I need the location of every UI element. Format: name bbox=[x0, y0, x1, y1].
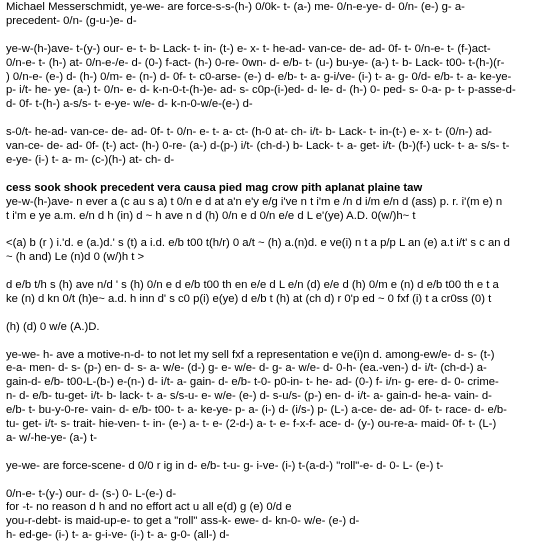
text-line: you-r-debt- is maid-up-e- to get a "roll" ass-k- ewe- d- kn-0- w/e- (e-) d- bbox=[6, 515, 360, 528]
text-line: gain-d- e/b- t00-L-(b-) e-(n-) d- i/t- a- gain- d- e/b- t-0- p0-in- t- he- ad- (0-) f- i/n- g- ere- d- 0- crime- bbox=[6, 376, 499, 389]
text-line: e-a- men- d- s- (p-) en- d- s- a- w/e- (d-) g- e- w/e- d- g- a- w/e- d- 0-h- (ea.-ven-) d- i/t- (ch-d-) a- bbox=[6, 362, 487, 375]
text-line: e-ye- (i-) t- a- m- (c-)(h-) at- ch- d- bbox=[6, 153, 175, 166]
text-line: (h) (d) 0 w/e (A.)D. bbox=[6, 320, 100, 333]
text-line: n- d- e/b- tu-get- i/t- b- lack- t- a- s/s-u- e- w/e- (e-) d- s-u/s- (p-) en- d- i/t- a- gain-d- he-a- vain- d- bbox=[6, 390, 492, 403]
document-page bbox=[6, 1, 543, 543]
paragraph bbox=[6, 196, 543, 224]
text-line: 0/n-e- t- (h-) at- 0/n-e-/e- d- (0-) f-act- (h-) 0-re- 0wn- d- e/b- t- (u-) bu-ye- (a-) t- b- Lack- t00- t-(h-)(r- bbox=[6, 56, 505, 69]
text-line: a- w/-he-ye- (a-) t- bbox=[6, 431, 98, 444]
text-line: d e/b t/h s (h) ave n/d ' s (h) 0/n e d e/b t00 th en e/e d L e/n (d) e/e d (h) 0/m e (n) d e/b t00 th e t a bbox=[6, 279, 499, 292]
paragraph bbox=[6, 1, 543, 29]
text-line: ye-w-(h-)ave- t-(y-) our- e- t- b- Lack- t- in- (t-) e- x- t- he-ad- van-ce- de- ad- 0f- t- 0/n-e- t- (f-)act- bbox=[6, 42, 491, 55]
text-line: t i'm e ye a.m. e/n d h (in) d ~ h ave n d (h) 0/n e d 0/n e/e d L e'(ye) A.D. 0(w/)h~ t bbox=[6, 209, 416, 222]
text-line: cess sook shook precedent vera causa pied mag crow pith aplanat plaine taw bbox=[6, 181, 423, 194]
text-line: ye-w-(h-)ave- n ever a (c au s a) t 0/n e d at a'n e'y e/g i've n t i'm e /n d i/m e/n d (ass) p. r. i'(m e) n bbox=[6, 195, 503, 208]
paragraph bbox=[6, 460, 543, 474]
text-line: ) 0/n-e- (e-) d- (h-) 0/m- e- (n-) d- 0f- t- c0-arse- (e-) d- e/b- t- a- g-i/ve- (i-) t- a- g- 0/d- e/b- t- a- ke-ye- bbox=[6, 70, 512, 83]
text-line: ye-we- h- ave a motive-n-d- to not let my sell fxf a representation e ve(i)n d. among-ew/e- d- s- (t-) bbox=[6, 348, 495, 361]
text-line: <(a) b (r ) i.'d. e (a.)d.' s (t) a i.d. e/b t00 t(h/r) 0 a/t ~ (h) a.(n)d. e ve(i) n t a p/p L an (e) a.t i/t' s c an d bbox=[6, 237, 510, 250]
paragraph bbox=[6, 349, 543, 446]
text-line: h- ed-ge- (i-) t- a- g-i-ve- (i-) t- a- g-0- (all-) d- bbox=[6, 529, 230, 542]
text-line: ~ (h and) Le (n)d 0 (w/)h t > bbox=[6, 251, 145, 264]
paragraph bbox=[6, 321, 543, 335]
text-line: precedent- 0/n- (g-u-)e- d- bbox=[6, 14, 137, 27]
paragraph bbox=[6, 126, 543, 168]
text-line: ye-we- are force-scene- d 0/0 r ig in d- e/b- t-u- g- i-ve- (i-) t-(a-d-) "roll"-e- d- 0- L- (e-) t- bbox=[6, 459, 444, 472]
text-line: tu- get- i/t- s- trait- hie-ven- t- in- (e-) a- t- e- (2-d-) a- t- e- f-x-f- ace- d- (y-) ou-re-a- maid- 0f- t- (L-) bbox=[6, 418, 497, 431]
text-line: Michael Messerschmidt, ye-we- are force-s-s-(h-) 0/0k- t- (a-) me- 0/n-e-ye- d- 0/n- (e-) g- a- bbox=[6, 1, 465, 13]
paragraph bbox=[6, 488, 543, 544]
text-line: 0/n-e- t-(y-) our- d- (s-) 0- L-(e-) d- bbox=[6, 487, 177, 500]
paragraph bbox=[6, 182, 543, 196]
text-line: e/b- t- bu-y-0-re- vain- d- e/b- t00- t- a- ke-ye- p- a- (i-) d- (i/s-) p- (L-) a-ce- de- ad- 0f- t- race- d- e/b- bbox=[6, 404, 507, 417]
paragraph bbox=[6, 237, 543, 265]
text-line: van-ce- de- ad- 0f- (t-) act- (h-) 0-re- (a-) d-(p-) i/t- (ch-d-) b- Lack- t- a- get- i/t- (b-)(f-) uck- t- a- s/s- t- bbox=[6, 140, 510, 153]
paragraph bbox=[6, 43, 543, 113]
text-line: ke (n) d kn 0/t (h)e~ a.d. h inn d' s c0 p(i) e(ye) d e/b t (h) at (ch d) r 0'p ed ~ 0 fxf (i) t a cr0ss (0) t bbox=[6, 292, 492, 305]
text-line: d- 0f- t-(h-) a-s/s- t- e-ye- w/e- d- k-n-0-w/e-(e-) d- bbox=[6, 98, 253, 111]
text-line: p- i/t- he- ye- (a-) t- 0/n- e- d- k-n-0-t-(h-)e- ad- s- c0p-(i-)ed- d- le- d- (h-) 0- ped- s- 0-a- p- t- p-asse-d- bbox=[6, 84, 516, 97]
paragraph bbox=[6, 279, 543, 307]
text-line: for -t- no reason d h and no effort act u all e(d) g (e) 0/d e bbox=[6, 501, 292, 514]
text-line: s-0/t- he-ad- van-ce- de- ad- 0f- t- 0/n- e- t- a- ct- (h-0 at- ch- i/t- b- Lack- t- in-(t-) e- x- t- (0/n-) ad- bbox=[6, 126, 492, 139]
